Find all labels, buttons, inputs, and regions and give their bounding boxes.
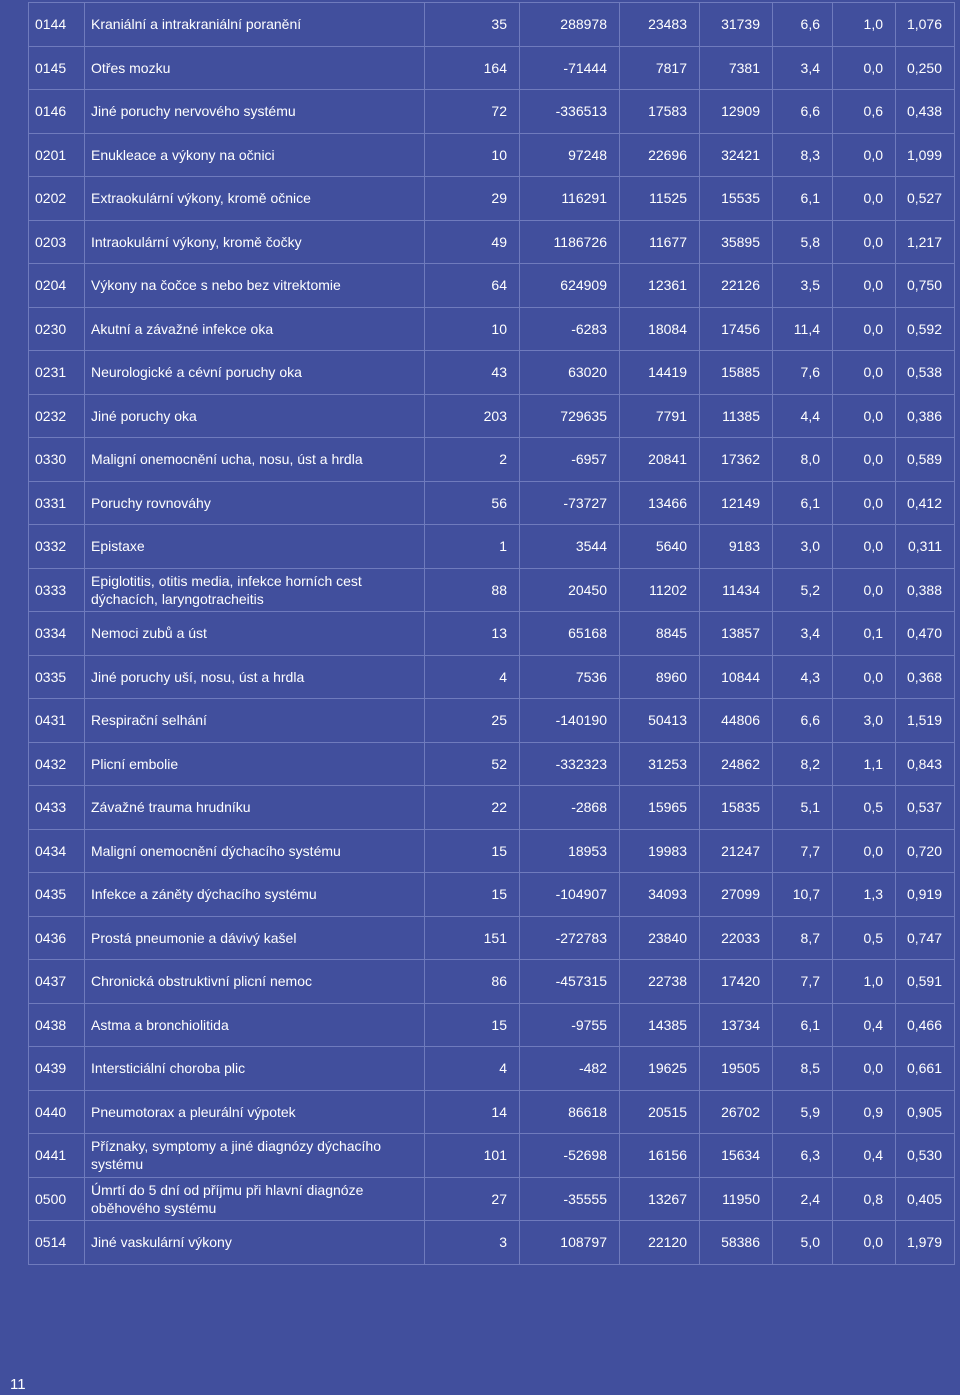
cell-value-c: 17420 (700, 960, 773, 1004)
cell-case-count: 72 (425, 90, 520, 134)
cell-value-b: 14419 (620, 351, 700, 395)
table-row (29, 960, 955, 1004)
cell-value-c: 22033 (700, 916, 773, 960)
cell-mortality: 0,0 (833, 177, 896, 221)
cell-mortality: 0,4 (833, 1134, 896, 1178)
cell-value-a: -332323 (520, 742, 620, 786)
cell-case-count: 3 (425, 1221, 520, 1265)
cell-weight: 1,099 (896, 133, 955, 177)
cell-case-count: 88 (425, 568, 520, 612)
cell-mortality: 0,1 (833, 612, 896, 656)
cell-length-of-stay: 8,2 (773, 742, 833, 786)
table-row (29, 46, 955, 90)
cell-length-of-stay: 8,0 (773, 438, 833, 482)
cell-value-c: 11434 (700, 568, 773, 612)
cell-weight: 0,661 (896, 1047, 955, 1091)
cell-value-a: -52698 (520, 1134, 620, 1178)
cell-case-count: 22 (425, 786, 520, 830)
cell-value-b: 20841 (620, 438, 700, 482)
cell-weight: 0,438 (896, 90, 955, 134)
cell-value-c: 17362 (700, 438, 773, 482)
cell-value-b: 14385 (620, 1003, 700, 1047)
cell-value-c: 12909 (700, 90, 773, 134)
cell-value-b: 8960 (620, 655, 700, 699)
cell-length-of-stay: 5,2 (773, 568, 833, 612)
cell-weight: 0,750 (896, 264, 955, 308)
cell-weight: 1,217 (896, 220, 955, 264)
cell-value-c: 7381 (700, 46, 773, 90)
cell-drg-name: Respirační selhání (85, 699, 425, 743)
cell-mortality: 0,0 (833, 351, 896, 395)
cell-case-count: 4 (425, 1047, 520, 1091)
cell-value-c: 19505 (700, 1047, 773, 1091)
cell-case-count: 86 (425, 960, 520, 1004)
cell-weight: 1,979 (896, 1221, 955, 1265)
table-row (29, 177, 955, 221)
cell-drg-code: 0144 (29, 3, 85, 47)
cell-mortality: 0,9 (833, 1090, 896, 1134)
cell-mortality: 0,0 (833, 481, 896, 525)
cell-value-b: 22738 (620, 960, 700, 1004)
cell-drg-code: 0231 (29, 351, 85, 395)
table-row (29, 394, 955, 438)
cell-weight: 0,591 (896, 960, 955, 1004)
cell-mortality: 0,8 (833, 1177, 896, 1221)
cell-case-count: 13 (425, 612, 520, 656)
cell-drg-code: 0431 (29, 699, 85, 743)
cell-drg-code: 0514 (29, 1221, 85, 1265)
cell-value-c: 24862 (700, 742, 773, 786)
cell-value-b: 23840 (620, 916, 700, 960)
cell-case-count: 4 (425, 655, 520, 699)
cell-value-a: -6957 (520, 438, 620, 482)
cell-weight: 0,311 (896, 525, 955, 569)
cell-value-c: 15634 (700, 1134, 773, 1178)
cell-drg-name: Plicní embolie (85, 742, 425, 786)
cell-length-of-stay: 8,5 (773, 1047, 833, 1091)
cell-mortality: 0,0 (833, 525, 896, 569)
cell-value-a: 116291 (520, 177, 620, 221)
cell-weight: 0,919 (896, 873, 955, 917)
cell-value-a: -140190 (520, 699, 620, 743)
cell-drg-code: 0434 (29, 829, 85, 873)
cell-drg-name: Úmrtí do 5 dní od příjmu při hlavní diagnóze oběhového systému (85, 1177, 425, 1221)
cell-value-c: 10844 (700, 655, 773, 699)
cell-value-c: 17456 (700, 307, 773, 351)
cell-value-a: 63020 (520, 351, 620, 395)
cell-value-b: 12361 (620, 264, 700, 308)
cell-value-a: 65168 (520, 612, 620, 656)
cell-drg-code: 0500 (29, 1177, 85, 1221)
cell-value-a: -6283 (520, 307, 620, 351)
cell-value-b: 7791 (620, 394, 700, 438)
cell-drg-name: Epistaxe (85, 525, 425, 569)
cell-drg-code: 0204 (29, 264, 85, 308)
cell-weight: 0,905 (896, 1090, 955, 1134)
cell-drg-name: Jiné vaskulární výkony (85, 1221, 425, 1265)
cell-mortality: 0,0 (833, 655, 896, 699)
cell-value-b: 22696 (620, 133, 700, 177)
cell-drg-name: Jiné poruchy nervového systému (85, 90, 425, 134)
table-row (29, 1177, 955, 1221)
cell-weight: 0,537 (896, 786, 955, 830)
cell-mortality: 0,0 (833, 829, 896, 873)
cell-length-of-stay: 8,7 (773, 916, 833, 960)
cell-case-count: 29 (425, 177, 520, 221)
cell-weight: 0,466 (896, 1003, 955, 1047)
cell-value-b: 19983 (620, 829, 700, 873)
cell-value-a: 108797 (520, 1221, 620, 1265)
cell-weight: 0,843 (896, 742, 955, 786)
table-row (29, 1003, 955, 1047)
cell-value-b: 13466 (620, 481, 700, 525)
cell-length-of-stay: 7,7 (773, 960, 833, 1004)
drg-data-table (28, 2, 955, 1265)
cell-case-count: 14 (425, 1090, 520, 1134)
cell-case-count: 52 (425, 742, 520, 786)
cell-drg-name: Závažné trauma hrudníku (85, 786, 425, 830)
cell-length-of-stay: 8,3 (773, 133, 833, 177)
cell-drg-code: 0441 (29, 1134, 85, 1178)
cell-case-count: 10 (425, 307, 520, 351)
cell-drg-code: 0332 (29, 525, 85, 569)
cell-value-b: 18084 (620, 307, 700, 351)
cell-value-c: 13734 (700, 1003, 773, 1047)
cell-mortality: 0,4 (833, 1003, 896, 1047)
cell-weight: 0,527 (896, 177, 955, 221)
table-row (29, 612, 955, 656)
cell-drg-name: Poruchy rovnováhy (85, 481, 425, 525)
table-row (29, 1134, 955, 1178)
cell-drg-name: Maligní onemocnění ucha, nosu, úst a hrdla (85, 438, 425, 482)
cell-case-count: 27 (425, 1177, 520, 1221)
cell-mortality: 0,0 (833, 264, 896, 308)
cell-value-c: 35895 (700, 220, 773, 264)
table-row (29, 351, 955, 395)
cell-drg-code: 0433 (29, 786, 85, 830)
cell-drg-code: 0230 (29, 307, 85, 351)
cell-length-of-stay: 5,1 (773, 786, 833, 830)
cell-value-a: 20450 (520, 568, 620, 612)
table-row (29, 525, 955, 569)
table-row (29, 742, 955, 786)
cell-case-count: 56 (425, 481, 520, 525)
cell-mortality: 0,0 (833, 1221, 896, 1265)
cell-value-c: 26702 (700, 1090, 773, 1134)
cell-value-b: 11202 (620, 568, 700, 612)
cell-weight: 0,720 (896, 829, 955, 873)
cell-mortality: 0,0 (833, 133, 896, 177)
cell-value-a: -336513 (520, 90, 620, 134)
cell-value-a: 18953 (520, 829, 620, 873)
cell-length-of-stay: 11,4 (773, 307, 833, 351)
table-row (29, 3, 955, 47)
cell-length-of-stay: 10,7 (773, 873, 833, 917)
cell-mortality: 0,0 (833, 394, 896, 438)
cell-drg-code: 0333 (29, 568, 85, 612)
cell-mortality: 3,0 (833, 699, 896, 743)
cell-value-a: 729635 (520, 394, 620, 438)
cell-case-count: 25 (425, 699, 520, 743)
cell-drg-name: Jiné poruchy oka (85, 394, 425, 438)
cell-weight: 0,530 (896, 1134, 955, 1178)
cell-drg-name: Maligní onemocnění dýchacího systému (85, 829, 425, 873)
table-row (29, 786, 955, 830)
cell-length-of-stay: 5,9 (773, 1090, 833, 1134)
cell-drg-name: Enukleace a výkony na očnici (85, 133, 425, 177)
cell-drg-name: Otřes mozku (85, 46, 425, 90)
cell-drg-code: 0440 (29, 1090, 85, 1134)
cell-mortality: 1,3 (833, 873, 896, 917)
cell-mortality: 0,5 (833, 786, 896, 830)
cell-value-a: 288978 (520, 3, 620, 47)
cell-value-b: 11525 (620, 177, 700, 221)
cell-value-b: 50413 (620, 699, 700, 743)
table-row (29, 1090, 955, 1134)
cell-weight: 0,589 (896, 438, 955, 482)
cell-case-count: 10 (425, 133, 520, 177)
cell-value-a: -104907 (520, 873, 620, 917)
cell-value-b: 19625 (620, 1047, 700, 1091)
cell-value-b: 23483 (620, 3, 700, 47)
cell-length-of-stay: 6,1 (773, 1003, 833, 1047)
cell-drg-name: Chronická obstruktivní plicní nemoc (85, 960, 425, 1004)
cell-drg-name: Příznaky, symptomy a jiné diagnózy dýchacího systému (85, 1134, 425, 1178)
cell-length-of-stay: 7,6 (773, 351, 833, 395)
table-row (29, 307, 955, 351)
cell-length-of-stay: 6,1 (773, 177, 833, 221)
cell-value-c: 11950 (700, 1177, 773, 1221)
cell-length-of-stay: 5,8 (773, 220, 833, 264)
cell-mortality: 0,5 (833, 916, 896, 960)
cell-value-b: 5640 (620, 525, 700, 569)
cell-value-a: -9755 (520, 1003, 620, 1047)
cell-weight: 0,412 (896, 481, 955, 525)
cell-drg-code: 0203 (29, 220, 85, 264)
cell-mortality: 1,0 (833, 3, 896, 47)
cell-case-count: 1 (425, 525, 520, 569)
cell-length-of-stay: 3,4 (773, 612, 833, 656)
cell-drg-code: 0334 (29, 612, 85, 656)
cell-value-a: 97248 (520, 133, 620, 177)
cell-value-c: 58386 (700, 1221, 773, 1265)
cell-case-count: 15 (425, 873, 520, 917)
cell-mortality: 0,0 (833, 46, 896, 90)
cell-case-count: 43 (425, 351, 520, 395)
cell-value-c: 15535 (700, 177, 773, 221)
cell-length-of-stay: 3,0 (773, 525, 833, 569)
cell-case-count: 101 (425, 1134, 520, 1178)
cell-case-count: 2 (425, 438, 520, 482)
cell-length-of-stay: 6,6 (773, 3, 833, 47)
table-row (29, 133, 955, 177)
cell-mortality: 0,6 (833, 90, 896, 134)
cell-drg-code: 0201 (29, 133, 85, 177)
cell-value-b: 8845 (620, 612, 700, 656)
cell-length-of-stay: 4,4 (773, 394, 833, 438)
cell-case-count: 35 (425, 3, 520, 47)
cell-value-c: 44806 (700, 699, 773, 743)
table-row (29, 438, 955, 482)
cell-drg-code: 0145 (29, 46, 85, 90)
cell-case-count: 49 (425, 220, 520, 264)
table-row (29, 481, 955, 525)
cell-weight: 0,470 (896, 612, 955, 656)
cell-drg-code: 0437 (29, 960, 85, 1004)
table-row (29, 655, 955, 699)
cell-value-c: 15835 (700, 786, 773, 830)
cell-weight: 0,405 (896, 1177, 955, 1221)
cell-drg-name: Epiglotitis, otitis media, infekce horních cest dýchacích, laryngotracheitis (85, 568, 425, 612)
cell-drg-name: Jiné poruchy uší, nosu, úst a hrdla (85, 655, 425, 699)
cell-mortality: 0,0 (833, 438, 896, 482)
cell-weight: 0,538 (896, 351, 955, 395)
table-row (29, 1221, 955, 1265)
table-row (29, 90, 955, 134)
table-row (29, 829, 955, 873)
cell-drg-name: Pneumotorax a pleurální výpotek (85, 1090, 425, 1134)
table-row (29, 1047, 955, 1091)
cell-drg-name: Nemoci zubů a úst (85, 612, 425, 656)
cell-length-of-stay: 3,4 (773, 46, 833, 90)
cell-case-count: 64 (425, 264, 520, 308)
cell-length-of-stay: 2,4 (773, 1177, 833, 1221)
cell-value-c: 12149 (700, 481, 773, 525)
cell-drg-name: Intraokulární výkony, kromě čočky (85, 220, 425, 264)
cell-drg-name: Výkony na čočce s nebo bez vitrektomie (85, 264, 425, 308)
table-row (29, 568, 955, 612)
cell-drg-name: Prostá pneumonie a dávivý kašel (85, 916, 425, 960)
cell-length-of-stay: 6,3 (773, 1134, 833, 1178)
table-row (29, 916, 955, 960)
cell-value-a: 86618 (520, 1090, 620, 1134)
cell-value-b: 22120 (620, 1221, 700, 1265)
cell-value-a: 1186726 (520, 220, 620, 264)
cell-drg-name: Kraniální a intrakraniální poranění (85, 3, 425, 47)
cell-weight: 0,368 (896, 655, 955, 699)
cell-value-c: 9183 (700, 525, 773, 569)
cell-value-c: 21247 (700, 829, 773, 873)
cell-drg-code: 0435 (29, 873, 85, 917)
cell-drg-code: 0335 (29, 655, 85, 699)
cell-value-c: 32421 (700, 133, 773, 177)
table-row (29, 264, 955, 308)
cell-mortality: 0,0 (833, 1047, 896, 1091)
cell-weight: 0,592 (896, 307, 955, 351)
cell-case-count: 151 (425, 916, 520, 960)
cell-value-a: -73727 (520, 481, 620, 525)
cell-value-b: 7817 (620, 46, 700, 90)
cell-drg-code: 0439 (29, 1047, 85, 1091)
cell-case-count: 164 (425, 46, 520, 90)
cell-drg-name: Infekce a záněty dýchacího systému (85, 873, 425, 917)
cell-drg-code: 0232 (29, 394, 85, 438)
cell-value-b: 17583 (620, 90, 700, 134)
cell-length-of-stay: 5,0 (773, 1221, 833, 1265)
cell-weight: 0,388 (896, 568, 955, 612)
table-row (29, 873, 955, 917)
cell-mortality: 0,0 (833, 568, 896, 612)
cell-drg-code: 0330 (29, 438, 85, 482)
cell-length-of-stay: 6,6 (773, 699, 833, 743)
cell-value-a: -71444 (520, 46, 620, 90)
cell-drg-code: 0146 (29, 90, 85, 134)
cell-weight: 0,250 (896, 46, 955, 90)
cell-drg-name: Neurologické a cévní poruchy oka (85, 351, 425, 395)
cell-value-a: -457315 (520, 960, 620, 1004)
cell-value-a: -272783 (520, 916, 620, 960)
cell-value-c: 31739 (700, 3, 773, 47)
cell-length-of-stay: 6,1 (773, 481, 833, 525)
cell-drg-name: Extraokulární výkony, kromě očnice (85, 177, 425, 221)
cell-value-b: 16156 (620, 1134, 700, 1178)
cell-drg-code: 0331 (29, 481, 85, 525)
table-row (29, 699, 955, 743)
cell-value-a: -482 (520, 1047, 620, 1091)
cell-case-count: 15 (425, 829, 520, 873)
cell-weight: 0,386 (896, 394, 955, 438)
cell-drg-name: Astma a bronchiolitida (85, 1003, 425, 1047)
cell-value-c: 27099 (700, 873, 773, 917)
cell-value-b: 13267 (620, 1177, 700, 1221)
cell-drg-code: 0438 (29, 1003, 85, 1047)
cell-case-count: 203 (425, 394, 520, 438)
cell-value-c: 11385 (700, 394, 773, 438)
cell-value-b: 15965 (620, 786, 700, 830)
cell-drg-name: Akutní a závažné infekce oka (85, 307, 425, 351)
cell-mortality: 0,0 (833, 307, 896, 351)
cell-value-c: 22126 (700, 264, 773, 308)
cell-mortality: 1,0 (833, 960, 896, 1004)
cell-weight: 1,519 (896, 699, 955, 743)
cell-weight: 0,747 (896, 916, 955, 960)
cell-value-c: 15885 (700, 351, 773, 395)
cell-value-a: -2868 (520, 786, 620, 830)
cell-value-a: 3544 (520, 525, 620, 569)
page-number: 11 (0, 1376, 32, 1395)
cell-value-b: 20515 (620, 1090, 700, 1134)
cell-drg-code: 0202 (29, 177, 85, 221)
cell-value-b: 34093 (620, 873, 700, 917)
cell-case-count: 15 (425, 1003, 520, 1047)
cell-value-a: 624909 (520, 264, 620, 308)
cell-mortality: 0,0 (833, 220, 896, 264)
cell-drg-code: 0432 (29, 742, 85, 786)
cell-value-a: -35555 (520, 1177, 620, 1221)
table-row (29, 220, 955, 264)
cell-weight: 1,076 (896, 3, 955, 47)
cell-mortality: 1,1 (833, 742, 896, 786)
cell-value-b: 31253 (620, 742, 700, 786)
cell-value-b: 11677 (620, 220, 700, 264)
cell-value-c: 13857 (700, 612, 773, 656)
cell-drg-code: 0436 (29, 916, 85, 960)
cell-length-of-stay: 4,3 (773, 655, 833, 699)
cell-drg-name: Intersticiální choroba plic (85, 1047, 425, 1091)
cell-length-of-stay: 7,7 (773, 829, 833, 873)
table-body (29, 3, 955, 1265)
cell-length-of-stay: 6,6 (773, 90, 833, 134)
cell-value-a: 7536 (520, 655, 620, 699)
cell-length-of-stay: 3,5 (773, 264, 833, 308)
